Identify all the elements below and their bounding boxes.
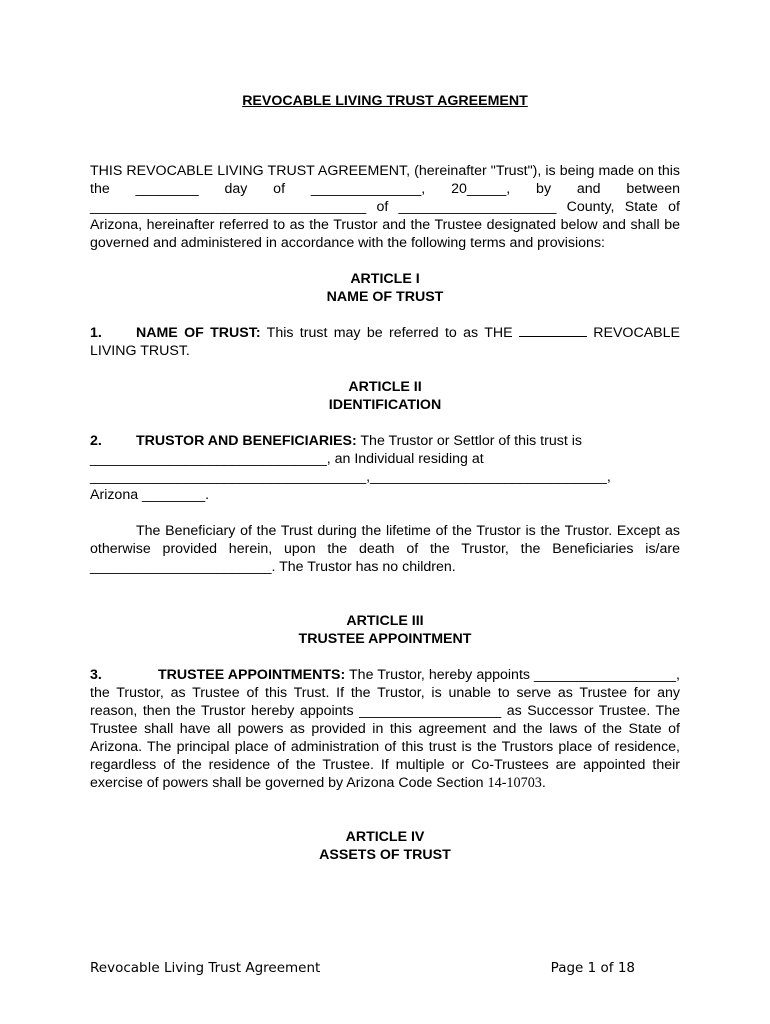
section-3-text: The Trustor, hereby appoints __________________, the Trustor, as Trustee of this Trust. If the Trustor, is unable to serve as Trustee for any reason, then the Trustor hereby appoints __________________ as Successor Trustee. The Trustee shall have all powers as provided in this agreement and the laws of the State of Arizona. The principal place of administration of this trust is the Trustors place of residence, regardless of the residence of the Trustee. If multiple or Co-Trustees are appointed their exercise of powers shall be governed by Arizona Code Section — [90, 667, 681, 791]
article-1-label: ARTICLE I — [350, 271, 420, 287]
section-1-text-end: REVOCABLE LIVING TRUST. — [90, 325, 680, 359]
intro-paragraph: THIS REVOCABLE LIVING TRUST AGREEMENT, (hereinafter "Trust"), is being made on this the ________ day of ______________, 20_____, by and between ___________________________________ of ____________________ County, State of Arizona, hereinafter referred to as the Trustor and the Trustee designated below and shall be governed and administered in accordance with the following terms and provisions: — [90, 163, 680, 251]
article-2-heading: IDENTIFICATION — [328, 397, 442, 413]
trust-name-blank — [519, 324, 587, 337]
section-2-lead: TRUSTOR AND BENEFICIARIES: — [136, 433, 357, 449]
beneficiary-paragraph: The Beneficiary of the Trust during the lifetime of the Trustor is the Trustor. Except as otherwise provided herein, upon the death of the Trustor, the Beneficiaries is/are _______________________. The Trustor has no children. — [90, 523, 680, 575]
section-1-number: 1. — [90, 325, 102, 341]
article-2-label: ARTICLE II — [348, 379, 422, 395]
section-2 — [90, 432, 680, 450]
footer-document-name: Revocable Living Trust Agreement — [90, 960, 321, 976]
section-2-line-2: ______________________________, an Individual residing at — [90, 451, 484, 467]
article-3-label: ARTICLE III — [346, 613, 424, 629]
section-3-number: 3. — [90, 667, 102, 683]
section-1-text: This trust may be referred to as THE — [266, 325, 513, 341]
footer-page-number: Page 1 of 18 — [550, 960, 635, 976]
section-2-line-3: ___________________________________,______________________________, — [90, 469, 611, 485]
document-body — [90, 92, 680, 864]
section-2-text: The Trustor or Settlor of this trust is — [360, 433, 582, 449]
section-2-number: 2. — [90, 433, 102, 449]
article-1-heading: NAME OF TRUST — [326, 289, 444, 305]
section-3 — [90, 666, 680, 792]
section-3-lead: TRUSTEE APPOINTMENTS: — [158, 667, 346, 683]
article-3-heading: TRUSTEE APPOINTMENT — [298, 631, 472, 647]
section-1 — [90, 324, 680, 360]
section-3-end: . — [541, 775, 546, 791]
arizona-code-section: 14-10703 — [487, 775, 542, 791]
article-4-heading: ASSETS OF TRUST — [319, 847, 451, 863]
article-4-label: ARTICLE IV — [345, 829, 425, 845]
section-2-line-4: Arizona ________. — [90, 487, 210, 503]
document-title: REVOCABLE LIVING TRUST AGREEMENT — [242, 93, 528, 109]
section-1-lead: NAME OF TRUST: — [136, 325, 261, 341]
